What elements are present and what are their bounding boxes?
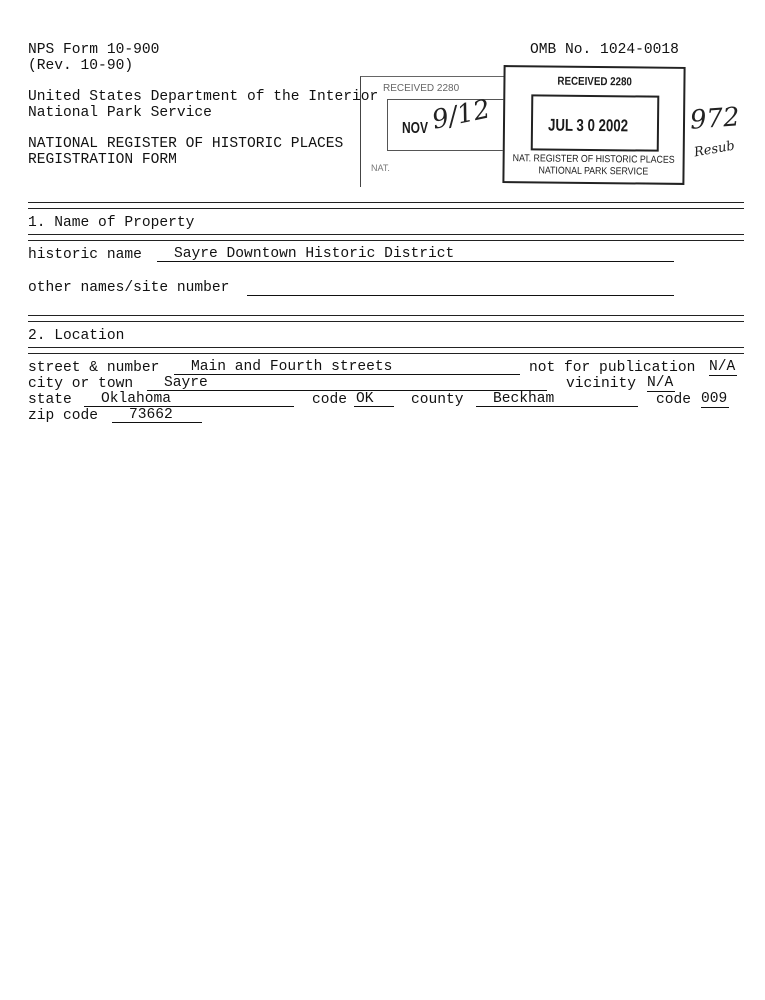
form-title-line2: REGISTRATION FORM xyxy=(28,152,177,168)
form-revision: (Rev. 10-90) xyxy=(28,58,134,74)
city-town-field[interactable]: Sayre xyxy=(147,375,547,391)
front-stamp-footer-line1: NAT. REGISTER OF HISTORIC PLACES xyxy=(512,153,675,166)
front-stamp-footer-line2: NATIONAL PARK SERVICE xyxy=(538,165,649,178)
county-field[interactable]: Beckham xyxy=(476,391,638,407)
front-stamp-date: JUL 3 0 2002 xyxy=(547,115,629,136)
section-divider xyxy=(28,202,744,209)
not-for-publication-label: not for publication xyxy=(529,360,696,376)
service-name: National Park Service xyxy=(28,105,212,121)
omb-number: OMB No. 1024-0018 xyxy=(530,42,679,58)
county-code-field[interactable]: 009 xyxy=(701,391,728,407)
section-2-heading: 2. Location xyxy=(28,328,125,344)
historic-name-label: historic name xyxy=(28,247,142,263)
received-stamp-front xyxy=(502,65,685,185)
street-number-field[interactable]: Main and Fourth streets xyxy=(174,359,520,375)
state-label: state xyxy=(28,392,72,408)
handwritten-date: 9/12 xyxy=(429,94,493,136)
city-town-label: city or town xyxy=(28,376,134,392)
other-names-field[interactable] xyxy=(247,279,674,296)
historic-name-field[interactable]: Sayre Downtown Historic District xyxy=(157,246,674,262)
section-divider xyxy=(28,234,744,241)
county-code-label: code xyxy=(656,392,692,408)
other-names-label: other names/site number xyxy=(28,280,230,296)
county-label: county xyxy=(411,392,464,408)
section-divider xyxy=(28,347,744,354)
zip-code-field[interactable]: 73662 xyxy=(112,407,202,423)
front-stamp-received: RECEIVED 2280 xyxy=(557,75,632,89)
department-name: United States Department of the Interior xyxy=(28,89,379,105)
vicinity-label: vicinity xyxy=(566,376,637,392)
back-stamp-footer: NAT. xyxy=(371,163,390,173)
handwritten-note: Resub xyxy=(693,138,736,161)
section-1-heading: 1. Name of Property xyxy=(28,215,195,231)
form-title-line1: NATIONAL REGISTER OF HISTORIC PLACES xyxy=(28,136,344,152)
state-code-label: code xyxy=(312,392,348,408)
back-stamp-date: NOV xyxy=(402,120,429,137)
front-stamp-date-box xyxy=(531,94,660,151)
handwritten-number: 972 xyxy=(689,102,741,136)
back-stamp-received: RECEIVED 2280 xyxy=(383,83,460,94)
zip-code-label: zip code xyxy=(28,408,99,424)
vicinity-field[interactable]: N/A xyxy=(647,375,674,391)
form-number: NPS Form 10-900 xyxy=(28,42,160,58)
section-divider xyxy=(28,315,744,322)
street-number-label: street & number xyxy=(28,360,160,376)
not-for-publication-field[interactable]: N/A xyxy=(709,359,736,375)
state-field[interactable]: Oklahoma xyxy=(84,391,294,407)
state-code-field[interactable]: OK xyxy=(354,391,394,407)
